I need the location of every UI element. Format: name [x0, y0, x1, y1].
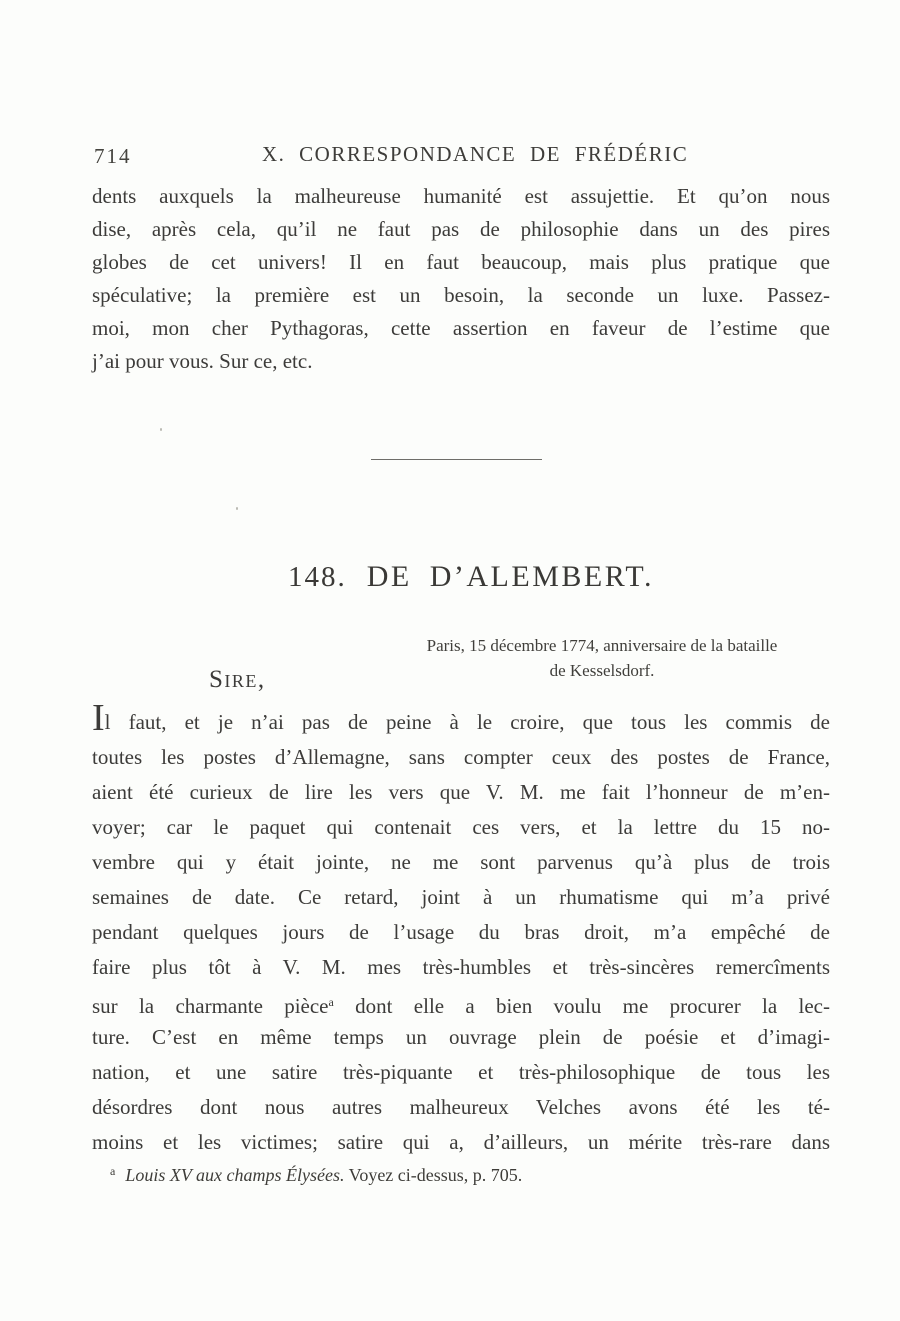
text-line: dise, après cela, qu’il ne faut pas de philosophie dans un des pires — [92, 217, 830, 241]
text-line: aient été curieux de lire les vers que V. M. me fait l’honneur de m’en- — [92, 780, 830, 804]
letter-heading — [92, 560, 850, 594]
salutation: Sire, — [209, 666, 266, 693]
text-line: dents auxquels la malheureuse humanité est assujettie. Et qu’on nous — [92, 184, 830, 208]
text-line: toutes les postes d’Allemagne, sans compter ceux des postes de France, — [92, 745, 830, 769]
text-line: semaines de date. Ce retard, joint à un rhumatisme qui m’a privé — [92, 885, 830, 909]
previous-letter-text — [92, 180, 830, 378]
dateline — [387, 633, 817, 683]
dateline-line-1: Paris, 15 décembre 1774, anniversaire de la bataille — [426, 636, 778, 655]
scan-speck — [236, 507, 238, 510]
footnote — [110, 1158, 790, 1189]
text-line — [110, 1158, 790, 1189]
letter-number: 148. — [287, 561, 347, 593]
letter-title: DE D’ALEMBERT. — [366, 560, 655, 593]
text-line — [92, 697, 830, 740]
text-line: faire plus tôt à V. M. mes très-humbles et très-sincères remercîments — [92, 955, 830, 979]
section-divider — [371, 459, 542, 460]
text-segment: Louis XV aux champs Élysées. — [125, 1165, 345, 1185]
text-line: moins et les victimes; satire qui a, d’ailleurs, un mérite très-rare dans — [92, 1130, 830, 1154]
text-segment: Voyez ci-dessus, p. 705. — [344, 1165, 523, 1185]
page-number: 714 — [94, 144, 132, 168]
text-line: désordres dont nous autres malheureux Velches avons été les té- — [92, 1095, 830, 1119]
text-line: voyer; car le paquet qui contenait ces vers, et la lettre du 15 no- — [92, 815, 830, 839]
running-header — [92, 140, 830, 170]
text-line: vembre qui y était jointe, ne me sont parvenus qu’à plus de trois — [92, 850, 830, 874]
text-line: moi, mon cher Pythagoras, cette assertion en faveur de l’estime que — [92, 316, 830, 340]
text-line: nation, et une satire très-piquante et très-philosophique de tous les — [92, 1060, 830, 1084]
footnote-marker: a — [328, 995, 334, 1009]
text-line: globes de cet univers! Il en faut beaucoup, mais plus pratique que — [92, 250, 830, 274]
text-segment: l faut, et je n’ai pas de peine à le croire, que tous les commis de — [104, 710, 830, 734]
text-segment: sur la charmante pièce — [92, 994, 329, 1018]
dateline-line-2: de Kesselsdorf. — [549, 661, 655, 680]
text-segment: I — [92, 697, 105, 739]
scan-speck — [160, 428, 162, 431]
text-line: spéculative; la première est un besoin, la seconde un luxe. Passez- — [92, 283, 830, 307]
footnote-marker: a — [110, 1164, 116, 1178]
text-line: j’ai pour vous. Sur ce, etc. — [92, 349, 313, 373]
letter-body — [92, 697, 830, 1160]
text-line: ture. C’est en même temps un ouvrage plein de poésie et d’imagi- — [92, 1025, 830, 1049]
running-title: X. CORRESPONDANCE DE FRÉDÉRIC — [262, 142, 689, 166]
text-line: pendant quelques jours de l’usage du bras droit, m’a empêché de — [92, 920, 830, 944]
text-line — [92, 985, 830, 1020]
text-segment: dont elle a bien voulu me procurer la lec- — [333, 994, 830, 1018]
